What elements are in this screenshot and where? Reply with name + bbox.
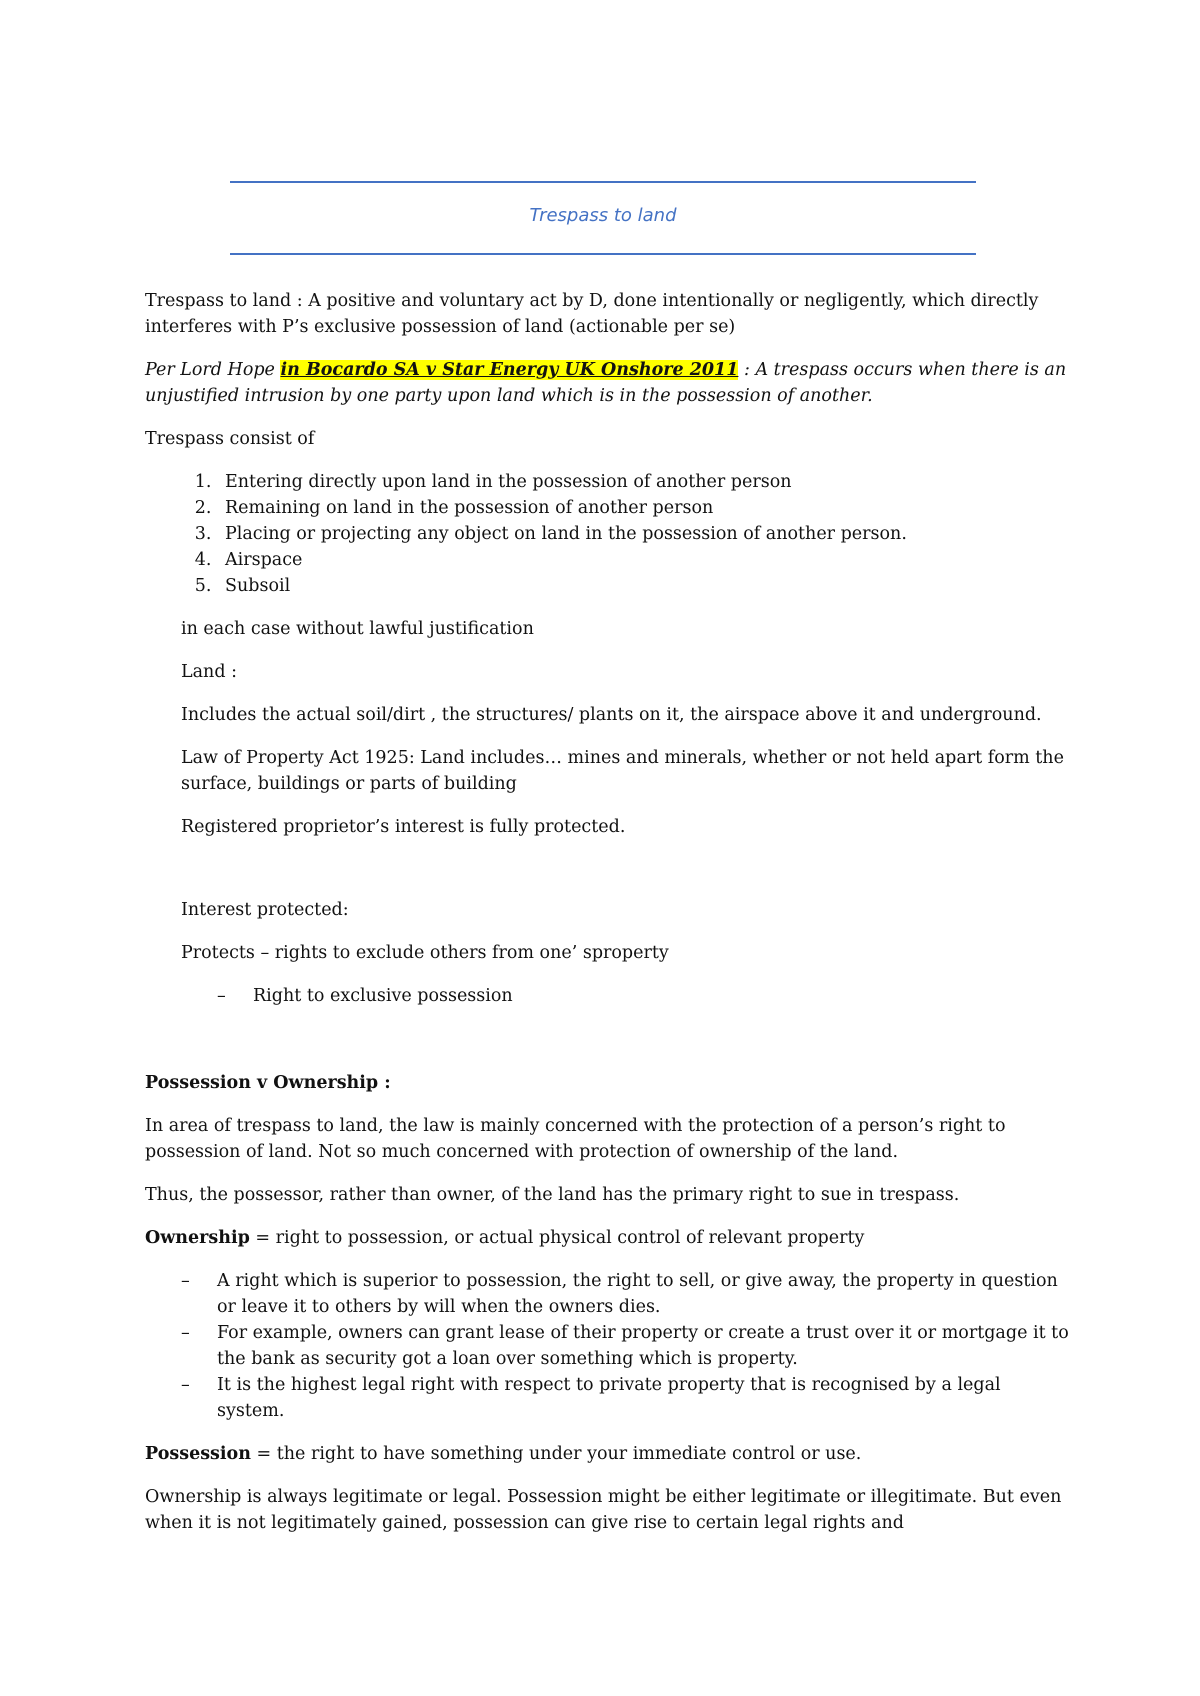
ownership-term: Ownership [145, 1228, 250, 1248]
possession-text: = the right to have something under your immediate control or use. [250, 1444, 862, 1464]
list-item: – It is the highest legal right with respect to private property that is recognised by a legal system. [217, 1372, 1070, 1424]
document-title: Trespass to land [529, 205, 677, 226]
title-rule-bottom [230, 253, 976, 255]
quote-prefix: Per Lord Hope [145, 360, 281, 380]
spacer [145, 857, 1070, 897]
registered-paragraph: Registered proprietor’s interest is fully protected. [181, 817, 626, 837]
land-includes: Includes the actual soil/dirt , the structures/ plants on it, the airspace above it and underground. [181, 705, 1042, 725]
document-body [145, 288, 1070, 1553]
title-rule-top [230, 181, 976, 183]
final-paragraph: Ownership is always legitimate or legal. Possession might be either legitimate or illegitimate. But even when it is not legitimately gained, possession can give rise to certain legal rights and [145, 1487, 1062, 1533]
definition-paragraph: Trespass to land : A positive and voluntary act by D, done intentionally or negligently, which directly interferes with P’s exclusive possession of land (actionable per se) [145, 291, 1039, 337]
ownership-list [145, 1268, 1070, 1424]
list-item: 3. Placing or projecting any object on land in the possession of another person. [217, 521, 1070, 547]
ownership-definition [145, 1225, 1070, 1251]
pvo-heading: Possession v Ownership : [145, 1073, 391, 1093]
list-item: – A right which is superior to possession, the right to sell, or give away, the property in question or leave it to others by will when the owners dies. [217, 1268, 1070, 1320]
consists-intro: Trespass consist of [145, 429, 315, 449]
list-item: 4. Airspace [217, 547, 1070, 573]
spacer [145, 1026, 1070, 1070]
pvo-paragraph-1: In area of trespass to land, the law is mainly concerned with the protection of a person’s right to possession of land. Not so much concerned with protection of ownership of the land. [145, 1116, 1006, 1162]
case-citation-highlight: in Bocardo SA v Star Energy UK Onshore 2011 [280, 360, 739, 380]
possession-definition [145, 1441, 1070, 1467]
list-item: – Right to exclusive possession [253, 983, 1070, 1009]
lpa-paragraph: Law of Property Act 1925: Land includes… mines and minerals, whether or not held apart form the surface, buildings or parts of building [181, 748, 1064, 794]
list-item: 1. Entering directly upon land in the possession of another person [217, 469, 1070, 495]
possession-term: Possession [145, 1444, 251, 1464]
list-item: 5. Subsoil [217, 573, 1070, 599]
protects-list [145, 983, 1070, 1009]
consists-list [145, 469, 1070, 599]
list-item: 2. Remaining on land in the possession of another person [217, 495, 1070, 521]
pvo-paragraph-2: Thus, the possessor, rather than owner, of the land has the primary right to sue in trespass. [145, 1185, 960, 1205]
ownership-text: = right to possession, or actual physical control of relevant property [249, 1228, 865, 1248]
without-justification: in each case without lawful justification [181, 619, 534, 639]
list-item: – For example, owners can grant lease of their property or create a trust over it or mortgage it to the bank as security got a loan over something which is property. [217, 1320, 1070, 1372]
land-label: Land : [181, 662, 237, 682]
quote-text: : A trespass occurs when there is an unjustified intrusion by one party upon land which is in the possession of another. [145, 360, 1067, 406]
lord-hope-quote [145, 357, 1070, 409]
protects-paragraph: Protects – rights to exclude others from one’ sproperty [181, 943, 669, 963]
interest-label: Interest protected: [181, 900, 349, 920]
